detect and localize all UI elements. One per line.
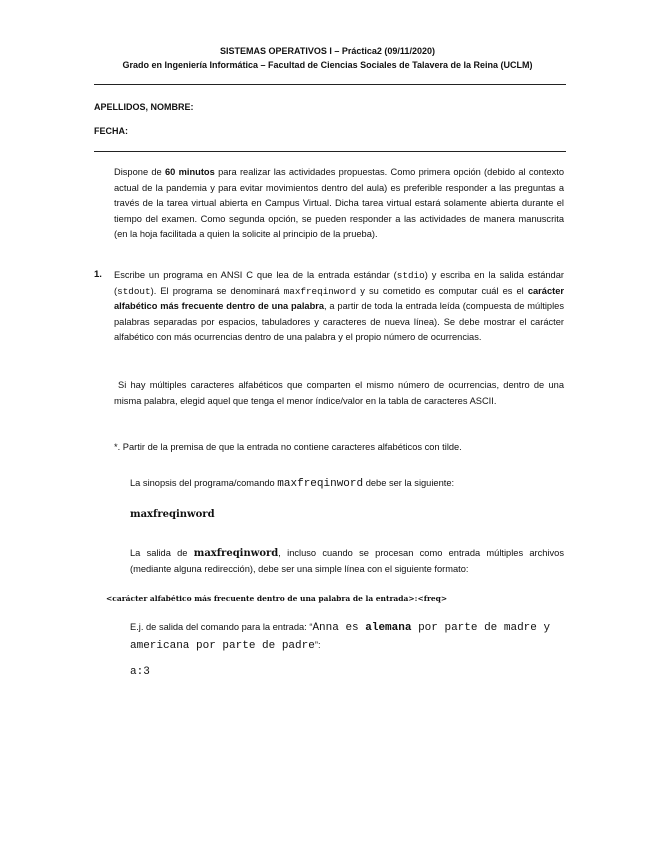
surname-label: APELLIDOS, NOMBRE: [94, 102, 194, 112]
example-output: a:3 [130, 666, 150, 678]
intro-paragraph: Dispone de 60 minutos para realizar las actividades propuestas. Como primera opción (debido al contexto actual de la pandemia y para evitar movimientos dentro del aula) es preferible responder a las preguntas a través de la tarea virtual abierta en Campus Virtual. Dicha tarea virtual estará solamente abierta durante el tiempo del examen. Como segunda opción, se pueden responder a las actividades de manera manuscrita (en la hoja facilitada a quien la solicite al principio de la prueba). [114, 167, 565, 240]
header-divider [94, 84, 566, 85]
document-subtitle: Grado en Ingeniería Informática – Facultad de Ciencias Sociales de Talavera de la Reina (UCLM) [122, 60, 533, 70]
fields-divider [94, 151, 566, 152]
exercise-paragraph-1: Escribe un programa en ANSI C que lea de la entrada estándar (stdio) y escriba en la salida estándar (stdout). El programa se denominará maxfreqinword y su cometido es computar cuál es el carácter alfabético más frecuente dentro de una palabra, a partir de toda la entrada leída (compuesta de múltiples palabras separadas por espacios, tabuladores y caracteres de nueva línea). Se debe mostrar el carácter alfabético con más ocurrencias dentro de una palabra y el propio número de ocurrencias. [114, 270, 564, 343]
synopsis-command: maxfreqinword [130, 509, 215, 520]
output-format: <carácter alfabético más frecuente dentro de una palabra de la entrada>:<freq> [106, 594, 448, 603]
date-label: FECHA: [94, 126, 128, 136]
exercise-paragraph-2: Si hay múltiples caracteres alfabéticos que comparten el mismo número de ocurrencias, dentro de una misma palabra, elegid aquel que tenga el menor índice/valor en la tabla de caracteres ASCII. [114, 380, 564, 406]
document-title: SISTEMAS OPERATIVOS I – Práctica2 (09/11/2020) [220, 46, 435, 56]
example-text: E.j. de salida del comando para la entrada: “Anna es alemana por parte de madre y americana por parte de padre”: [130, 622, 551, 652]
exercise-number: 1. [94, 269, 102, 280]
output-description: La salida de maxfreqinword, incluso cuando se procesan como entrada múltiples archivos (mediante alguna redirección), debe ser una simple línea con el siguiente formato: [130, 548, 564, 574]
synopsis-text: La sinopsis del programa/comando maxfreqinword debe ser la siguiente: [130, 478, 455, 490]
exercise-note: *. Partir de la premisa de que la entrada no contiene caracteres alfabéticos con tilde. [114, 442, 462, 452]
